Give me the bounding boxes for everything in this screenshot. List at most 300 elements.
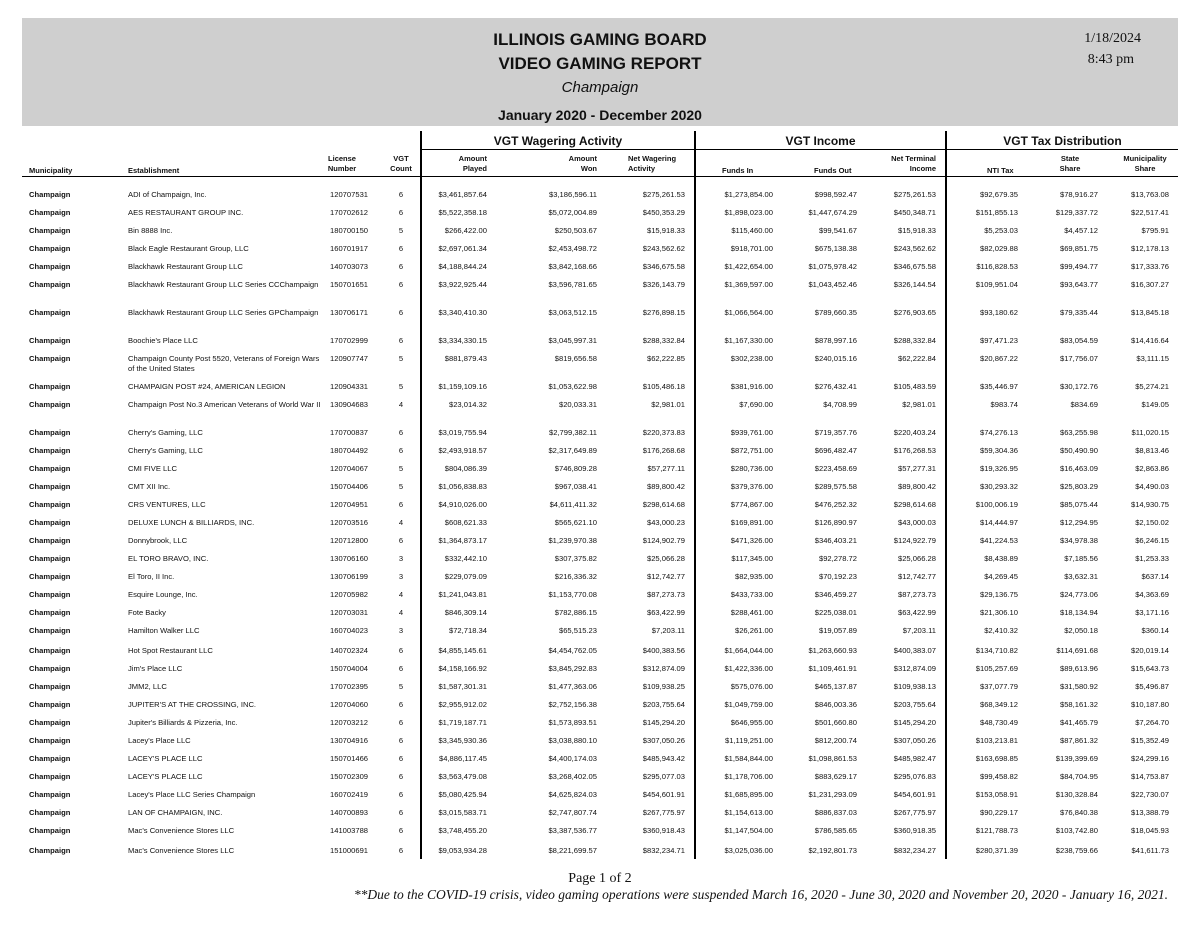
- funds-in-cell: $82,935.00: [734, 572, 773, 581]
- state-share-cell: $63,255.98: [1059, 428, 1098, 437]
- vgt-count-cell: 4: [398, 590, 404, 599]
- funds-out-cell: $1,098,861.53: [808, 754, 857, 763]
- vgt-count-cell: 6: [398, 336, 404, 345]
- municipality-share-cell: $13,845.18: [1130, 308, 1169, 317]
- net-wagering-cell: $298,614.68: [642, 500, 685, 509]
- nti-tax-cell: $105,257.69: [975, 664, 1018, 673]
- establishment-cell: LACEY'S PLACE LLC: [128, 772, 203, 781]
- net-terminal-income-cell: $298,614.68: [893, 500, 936, 509]
- municipality-cell: Champaign: [29, 308, 71, 317]
- municipality-share-cell: $41,611.73: [1131, 846, 1169, 855]
- municipality-share-cell: $360.14: [1141, 626, 1169, 635]
- vgt-count-cell: 6: [398, 846, 404, 855]
- establishment-cell: Cherry's Gaming, LLC: [128, 446, 203, 455]
- amount-won-cell: $565,621.10: [554, 518, 597, 527]
- funds-in-cell: $288,461.00: [730, 608, 773, 617]
- license-cell: 130706171: [330, 308, 369, 317]
- funds-out-cell: $886,837.03: [814, 808, 857, 817]
- license-cell: 120703516: [330, 518, 369, 527]
- nti-tax-cell: $48,730.49: [979, 718, 1018, 727]
- funds-in-cell: $1,584,844.00: [724, 754, 773, 763]
- establishment-cell: CMI FIVE LLC: [128, 464, 177, 473]
- license-cell: 150701651: [330, 280, 369, 289]
- funds-out-cell: $1,075,978.42: [808, 262, 857, 271]
- amount-played-cell: $72,718.34: [448, 626, 487, 635]
- net-terminal-income-cell: $295,076.83: [893, 772, 936, 781]
- net-wagering-cell: $326,143.79: [642, 280, 685, 289]
- net-terminal-income-cell: $346,675.58: [893, 262, 936, 271]
- license-cell: 160701917: [330, 244, 369, 253]
- group-header-rule: [421, 149, 1178, 150]
- nti-tax-cell: $4,269.45: [984, 572, 1018, 581]
- col-header-amount-won-line2: Won: [580, 164, 597, 173]
- net-terminal-income-cell: $243,562.62: [893, 244, 936, 253]
- establishment-cell: LACEY'S PLACE LLC: [128, 754, 203, 763]
- col-header-muni-share-line1: Municipality: [1123, 154, 1167, 163]
- nti-tax-cell: $109,951.04: [975, 280, 1018, 289]
- net-wagering-cell: $288,332.84: [642, 336, 685, 345]
- municipality-cell: Champaign: [29, 446, 71, 455]
- license-cell: 120705982: [330, 590, 369, 599]
- funds-out-cell: $223,458.69: [814, 464, 857, 473]
- net-wagering-cell: $275,261.53: [642, 190, 685, 199]
- col-header-amount-won-line1: Amount: [568, 154, 597, 163]
- funds-out-cell: $1,043,452.46: [808, 280, 857, 289]
- license-cell: 180704492: [330, 446, 369, 455]
- establishment-cell: Cherry's Gaming, LLC: [128, 428, 203, 437]
- col-header-municipality-share: [1115, 154, 1175, 174]
- table-row: [0, 308, 1200, 326]
- net-wagering-cell: $12,742.77: [646, 572, 685, 581]
- vgt-count-cell: 6: [398, 280, 404, 289]
- vgt-count-cell: 6: [398, 718, 404, 727]
- amount-played-cell: $1,587,301.31: [438, 682, 487, 691]
- net-terminal-income-cell: $307,050.26: [893, 736, 936, 745]
- amount-played-cell: $5,080,425.94: [438, 790, 487, 799]
- state-share-cell: $41,465.79: [1059, 718, 1098, 727]
- net-terminal-income-cell: $360,918.35: [893, 826, 936, 835]
- establishment-cell: Bin 8888 Inc.: [128, 226, 173, 235]
- report-subtitle: VIDEO GAMING REPORT: [498, 54, 702, 73]
- net-wagering-cell: $25,066.28: [646, 554, 685, 563]
- amount-played-cell: $1,364,873.17: [438, 536, 487, 545]
- col-header-nti-line1: Net Terminal: [891, 154, 936, 163]
- nti-tax-cell: $121,788.73: [975, 826, 1018, 835]
- funds-out-cell: $276,432.41: [814, 382, 857, 391]
- funds-out-cell: $1,263,660.93: [808, 646, 857, 655]
- net-wagering-cell: $124,902.79: [642, 536, 685, 545]
- table-row: [0, 354, 1200, 372]
- municipality-share-cell: $15,643.73: [1130, 664, 1169, 673]
- funds-in-cell: $3,025,036.00: [724, 846, 773, 855]
- net-wagering-cell: $43,000.23: [646, 518, 685, 527]
- page-number: Page 1 of 2: [568, 871, 632, 886]
- municipality-cell: Champaign: [29, 482, 71, 491]
- municipality-share-cell: $17,333.76: [1130, 262, 1169, 271]
- license-cell: 130904683: [330, 400, 369, 409]
- municipality-cell: Champaign: [29, 646, 71, 655]
- municipality-cell: Champaign: [29, 244, 71, 253]
- table-row: [0, 626, 1200, 644]
- vgt-count-cell: 6: [398, 736, 404, 745]
- funds-out-cell: $883,629.17: [814, 772, 857, 781]
- amount-played-cell: $4,158,166.92: [438, 664, 487, 673]
- funds-in-cell: $646,955.00: [730, 718, 773, 727]
- municipality-share-cell: $2,863.86: [1135, 464, 1169, 473]
- state-share-cell: $103,742.80: [1055, 826, 1098, 835]
- municipality-cell: Champaign: [29, 826, 71, 835]
- state-share-cell: $18,134.94: [1059, 608, 1098, 617]
- amount-played-cell: $4,188,844.24: [438, 262, 487, 271]
- license-cell: 120704951: [330, 500, 369, 509]
- funds-in-cell: $1,664,044.00: [724, 646, 773, 655]
- amount-won-cell: $307,375.82: [554, 554, 597, 563]
- municipality-cell: Champaign: [29, 382, 71, 391]
- license-cell: 140700893: [330, 808, 369, 817]
- amount-played-cell: $3,334,330.15: [438, 336, 487, 345]
- col-header-nti-line2: Income: [909, 164, 936, 173]
- license-cell: 170702612: [330, 208, 369, 217]
- amount-won-cell: $5,072,004.89: [548, 208, 597, 217]
- net-wagering-cell: $87,273.73: [646, 590, 685, 599]
- vgt-count-cell: 5: [398, 382, 404, 391]
- funds-in-cell: $302,238.00: [730, 354, 773, 363]
- municipality-share-cell: $12,178.13: [1130, 244, 1169, 253]
- amount-played-cell: $1,056,838.83: [438, 482, 487, 491]
- net-wagering-cell: $360,918.43: [642, 826, 685, 835]
- state-share-cell: $30,172.76: [1059, 382, 1098, 391]
- net-terminal-income-cell: $288,332.84: [893, 336, 936, 345]
- net-wagering-cell: $57,277.11: [647, 464, 685, 473]
- amount-won-cell: $3,596,781.65: [548, 280, 597, 289]
- license-cell: 130706160: [330, 554, 369, 563]
- nti-tax-cell: $99,458.82: [979, 772, 1018, 781]
- funds-in-cell: $117,345.00: [731, 554, 773, 563]
- nti-tax-cell: $8,438.89: [984, 554, 1018, 563]
- municipality-cell: Champaign: [29, 626, 71, 635]
- amount-won-cell: $967,038.41: [554, 482, 597, 491]
- municipality-cell: Champaign: [29, 464, 71, 473]
- funds-in-cell: $7,690.00: [739, 400, 773, 409]
- amount-won-cell: $3,063,512.15: [548, 308, 597, 317]
- municipality-cell: Champaign: [29, 262, 71, 271]
- table-row: [0, 790, 1200, 808]
- funds-in-cell: $1,422,336.00: [724, 664, 773, 673]
- municipality-cell: Champaign: [29, 208, 71, 217]
- municipality-share-cell: $637.14: [1141, 572, 1169, 581]
- license-cell: 120704060: [330, 700, 369, 709]
- state-share-cell: $2,050.18: [1064, 626, 1098, 635]
- municipality-cell: Champaign: [29, 846, 71, 855]
- amount-played-cell: $3,340,410.30: [438, 308, 487, 317]
- table-row: [0, 280, 1200, 298]
- license-cell: 150704406: [330, 482, 369, 491]
- state-share-cell: $7,185.56: [1064, 554, 1098, 563]
- funds-in-cell: $115,460.00: [731, 226, 773, 235]
- net-wagering-cell: $109,938.25: [642, 682, 685, 691]
- col-header-amount-played: [459, 154, 487, 174]
- license-cell: 120704067: [330, 464, 369, 473]
- net-terminal-income-cell: $326,144.54: [893, 280, 936, 289]
- municipality-share-cell: $5,274.21: [1135, 382, 1169, 391]
- funds-in-cell: $1,369,597.00: [724, 280, 773, 289]
- col-header-net-wagering: [628, 154, 676, 174]
- funds-in-cell: $1,147,504.00: [724, 826, 773, 835]
- amount-played-cell: $5,522,358.18: [438, 208, 487, 217]
- amount-played-cell: $3,922,925.44: [438, 280, 487, 289]
- nti-tax-cell: $21,306.10: [979, 608, 1018, 617]
- table-row: [0, 226, 1200, 244]
- col-header-funds-in: Funds In: [722, 166, 754, 175]
- license-cell: 140703073: [330, 262, 369, 271]
- municipality-cell: Champaign: [29, 718, 71, 727]
- vgt-count-cell: 6: [398, 536, 404, 545]
- amount-won-cell: $3,268,402.05: [548, 772, 597, 781]
- municipality-share-cell: $5,496.87: [1135, 682, 1169, 691]
- nti-tax-cell: $20,867.22: [979, 354, 1018, 363]
- net-terminal-income-cell: $109,938.13: [893, 682, 936, 691]
- municipality-share-cell: $8,813.46: [1135, 446, 1169, 455]
- establishment-cell: JUPITER'S AT THE CROSSING, INC.: [128, 700, 257, 709]
- col-header-amount-played-line1: Amount: [458, 154, 487, 163]
- amount-won-cell: $4,611,411.32: [549, 500, 597, 509]
- funds-in-cell: $1,273,854.00: [724, 190, 773, 199]
- vgt-count-cell: 6: [398, 500, 404, 509]
- establishment-cell: Lacey's Place LLC: [128, 736, 191, 745]
- net-wagering-cell: $2,981.01: [651, 400, 685, 409]
- nti-tax-cell: $59,304.36: [979, 446, 1018, 455]
- table-row: [0, 572, 1200, 590]
- table-row: [0, 262, 1200, 280]
- table-row: [0, 754, 1200, 772]
- net-wagering-cell: $176,268.68: [642, 446, 685, 455]
- funds-out-cell: $99,541.67: [818, 226, 857, 235]
- table-row: [0, 646, 1200, 664]
- state-share-cell: $89,613.96: [1059, 664, 1098, 673]
- net-terminal-income-cell: $57,277.31: [897, 464, 936, 473]
- nti-tax-cell: $93,180.62: [979, 308, 1018, 317]
- establishment-cell: Black Eagle Restaurant Group, LLC: [128, 244, 249, 253]
- funds-out-cell: $476,252.32: [814, 500, 857, 509]
- establishment-cell: EL TORO BRAVO, INC.: [128, 554, 209, 563]
- amount-won-cell: $3,845,292.83: [548, 664, 597, 673]
- funds-in-cell: $280,736.00: [730, 464, 773, 473]
- funds-in-cell: $1,049,759.00: [724, 700, 773, 709]
- municipality-share-cell: $795.91: [1141, 226, 1169, 235]
- funds-out-cell: $225,038.01: [814, 608, 857, 617]
- license-cell: 170700837: [330, 428, 369, 437]
- municipality-cell: Champaign: [29, 790, 71, 799]
- net-wagering-cell: $295,077.03: [642, 772, 685, 781]
- nti-tax-cell: $90,229.17: [979, 808, 1018, 817]
- vgt-count-cell: 6: [398, 754, 404, 763]
- amount-played-cell: $4,855,145.61: [438, 646, 487, 655]
- amount-played-cell: $804,086.39: [444, 464, 487, 473]
- table-row: [0, 446, 1200, 464]
- municipality-cell: Champaign: [29, 608, 71, 617]
- state-share-cell: $3,632.31: [1064, 572, 1098, 581]
- group-header-tax: VGT Tax Distribution: [1003, 134, 1122, 148]
- funds-in-cell: $169,891.00: [730, 518, 773, 527]
- amount-played-cell: $229,079.09: [444, 572, 487, 581]
- net-terminal-income-cell: $312,874.09: [893, 664, 936, 673]
- funds-out-cell: $696,482.47: [814, 446, 857, 455]
- vgt-count-cell: 6: [398, 262, 404, 271]
- net-terminal-income-cell: $832,234.27: [893, 846, 936, 855]
- table-row: [0, 608, 1200, 626]
- state-share-cell: $16,463.09: [1059, 464, 1098, 473]
- license-cell: 180700150: [330, 226, 369, 235]
- municipality-share-cell: $14,930.75: [1130, 500, 1169, 509]
- funds-out-cell: $1,447,674.29: [808, 208, 857, 217]
- state-share-cell: $24,773.06: [1059, 590, 1098, 599]
- net-wagering-cell: $454,601.91: [642, 790, 685, 799]
- nti-tax-cell: $983.74: [990, 400, 1018, 409]
- state-share-cell: $834.69: [1070, 400, 1098, 409]
- state-share-cell: $238,759.66: [1055, 846, 1098, 855]
- net-wagering-cell: $832,234.71: [642, 846, 685, 855]
- report-date: 1/18/2024: [1084, 31, 1141, 46]
- funds-out-cell: $346,403.21: [814, 536, 857, 545]
- vgt-count-cell: 6: [398, 808, 404, 817]
- col-header-net-wagering-line1: Net Wagering: [628, 154, 677, 163]
- nti-tax-cell: $97,471.23: [979, 336, 1018, 345]
- municipality-share-cell: $14,416.64: [1130, 336, 1169, 345]
- amount-won-cell: $2,799,382.11: [549, 428, 597, 437]
- municipality-share-cell: $4,490.03: [1135, 482, 1169, 491]
- net-wagering-cell: $307,050.26: [642, 736, 685, 745]
- establishment-cell: Hot Spot Restaurant LLC: [128, 646, 213, 655]
- amount-won-cell: $216,336.32: [554, 572, 597, 581]
- vgt-count-cell: 6: [398, 308, 404, 317]
- establishment-cell: Donnybrook, LLC: [128, 536, 188, 545]
- net-terminal-income-cell: $63,422.99: [897, 608, 936, 617]
- amount-won-cell: $2,317,649.89: [548, 446, 597, 455]
- col-header-amount-played-line2: Played: [462, 164, 487, 173]
- table-row: [0, 554, 1200, 572]
- establishment-cell: DELUXE LUNCH & BILLIARDS, INC.: [128, 518, 255, 527]
- funds-in-cell: $379,376.00: [730, 482, 773, 491]
- funds-out-cell: $1,109,461.91: [808, 664, 857, 673]
- municipality-share-cell: $24,299.16: [1130, 754, 1169, 763]
- vgt-count-cell: 6: [398, 664, 404, 673]
- vgt-count-cell: 6: [398, 790, 404, 799]
- nti-tax-cell: $35,446.97: [979, 382, 1018, 391]
- col-header-nti-tax: NTI Tax: [987, 166, 1014, 175]
- table-row: [0, 482, 1200, 500]
- amount-won-cell: $3,038,880.10: [548, 736, 597, 745]
- vgt-count-cell: 3: [398, 626, 404, 635]
- table-row: [0, 846, 1200, 864]
- license-cell: 150702309: [330, 772, 369, 781]
- net-terminal-income-cell: $275,261.53: [893, 190, 936, 199]
- license-cell: 151000691: [330, 846, 369, 855]
- amount-won-cell: $20,033.31: [558, 400, 597, 409]
- state-share-cell: $31,580.92: [1059, 682, 1098, 691]
- report-location: Champaign: [561, 79, 639, 96]
- state-share-cell: $50,490.90: [1059, 446, 1098, 455]
- net-terminal-income-cell: $2,981.01: [902, 400, 936, 409]
- col-header-funds-out: Funds Out: [814, 166, 852, 175]
- net-terminal-income-cell: $25,066.28: [897, 554, 936, 563]
- table-row: [0, 500, 1200, 518]
- municipality-share-cell: $16,307.27: [1130, 280, 1169, 289]
- funds-out-cell: $70,192.23: [818, 572, 857, 581]
- net-terminal-income-cell: $400,383.07: [893, 646, 936, 655]
- net-wagering-cell: $276,898.15: [642, 308, 685, 317]
- municipality-cell: Champaign: [29, 808, 71, 817]
- net-terminal-income-cell: $89,800.42: [897, 482, 936, 491]
- nti-tax-cell: $68,349.12: [979, 700, 1018, 709]
- net-terminal-income-cell: $203,755.64: [893, 700, 936, 709]
- amount-won-cell: $4,454,762.05: [548, 646, 597, 655]
- vgt-count-cell: 6: [398, 244, 404, 253]
- funds-in-cell: $939,761.00: [730, 428, 773, 437]
- funds-in-cell: $1,066,564.00: [724, 308, 773, 317]
- col-header-state-line1: State: [1060, 154, 1080, 163]
- table-row: [0, 190, 1200, 208]
- state-share-cell: $114,691.68: [1056, 646, 1098, 655]
- establishment-cell: El Toro, II Inc.: [128, 572, 175, 581]
- amount-won-cell: $1,053,622.98: [548, 382, 597, 391]
- municipality-share-cell: $15,352.49: [1130, 736, 1169, 745]
- license-cell: 160704023: [330, 626, 369, 635]
- vgt-count-cell: 6: [398, 646, 404, 655]
- amount-played-cell: $4,886,117.45: [439, 754, 487, 763]
- report-title: ILLINOIS GAMING BOARD: [493, 30, 707, 49]
- state-share-cell: $85,075.44: [1059, 500, 1098, 509]
- state-share-cell: $78,916.27: [1059, 190, 1098, 199]
- license-cell: 130704916: [330, 736, 369, 745]
- license-cell: 141003788: [330, 826, 369, 835]
- funds-out-cell: $126,890.97: [814, 518, 857, 527]
- amount-played-cell: $2,697,061.34: [438, 244, 487, 253]
- amount-played-cell: $23,014.32: [448, 400, 487, 409]
- vgt-count-cell: 6: [398, 446, 404, 455]
- municipality-cell: Champaign: [29, 700, 71, 709]
- license-cell: 150704004: [330, 664, 369, 673]
- amount-won-cell: $4,400,174.03: [548, 754, 597, 763]
- municipality-cell: Champaign: [29, 554, 71, 563]
- col-header-amount-won: [569, 154, 597, 174]
- license-cell: 120707531: [330, 190, 369, 199]
- net-terminal-income-cell: $145,294.20: [893, 718, 936, 727]
- funds-in-cell: $1,685,895.00: [724, 790, 773, 799]
- amount-played-cell: $9,053,934.28: [438, 846, 487, 855]
- state-share-cell: $84,704.95: [1059, 772, 1098, 781]
- license-cell: 170702999: [330, 336, 369, 345]
- amount-won-cell: $746,809.28: [554, 464, 597, 473]
- nti-tax-cell: $163,698.85: [975, 754, 1018, 763]
- amount-played-cell: $4,910,026.00: [438, 500, 487, 509]
- state-share-cell: $130,328.84: [1055, 790, 1098, 799]
- establishment-cell: JMM2, LLC: [128, 682, 167, 691]
- establishment-cell: LAN OF CHAMPAIGN, INC.: [128, 808, 223, 817]
- state-share-cell: $25,803.29: [1059, 482, 1098, 491]
- funds-out-cell: $19,057.89: [818, 626, 857, 635]
- establishment-cell: Fote Backy: [128, 608, 166, 617]
- amount-won-cell: $1,573,893.51: [548, 718, 597, 727]
- funds-out-cell: $1,231,293.09: [808, 790, 857, 799]
- municipality-share-cell: $13,388.79: [1130, 808, 1169, 817]
- municipality-cell: Champaign: [29, 754, 71, 763]
- net-terminal-income-cell: $15,918.33: [897, 226, 936, 235]
- state-share-cell: $93,643.77: [1059, 280, 1098, 289]
- nti-tax-cell: $151,855.13: [975, 208, 1018, 217]
- funds-in-cell: $1,422,654.00: [724, 262, 773, 271]
- amount-won-cell: $819,656.58: [554, 354, 597, 363]
- municipality-share-cell: $20,019.14: [1130, 646, 1169, 655]
